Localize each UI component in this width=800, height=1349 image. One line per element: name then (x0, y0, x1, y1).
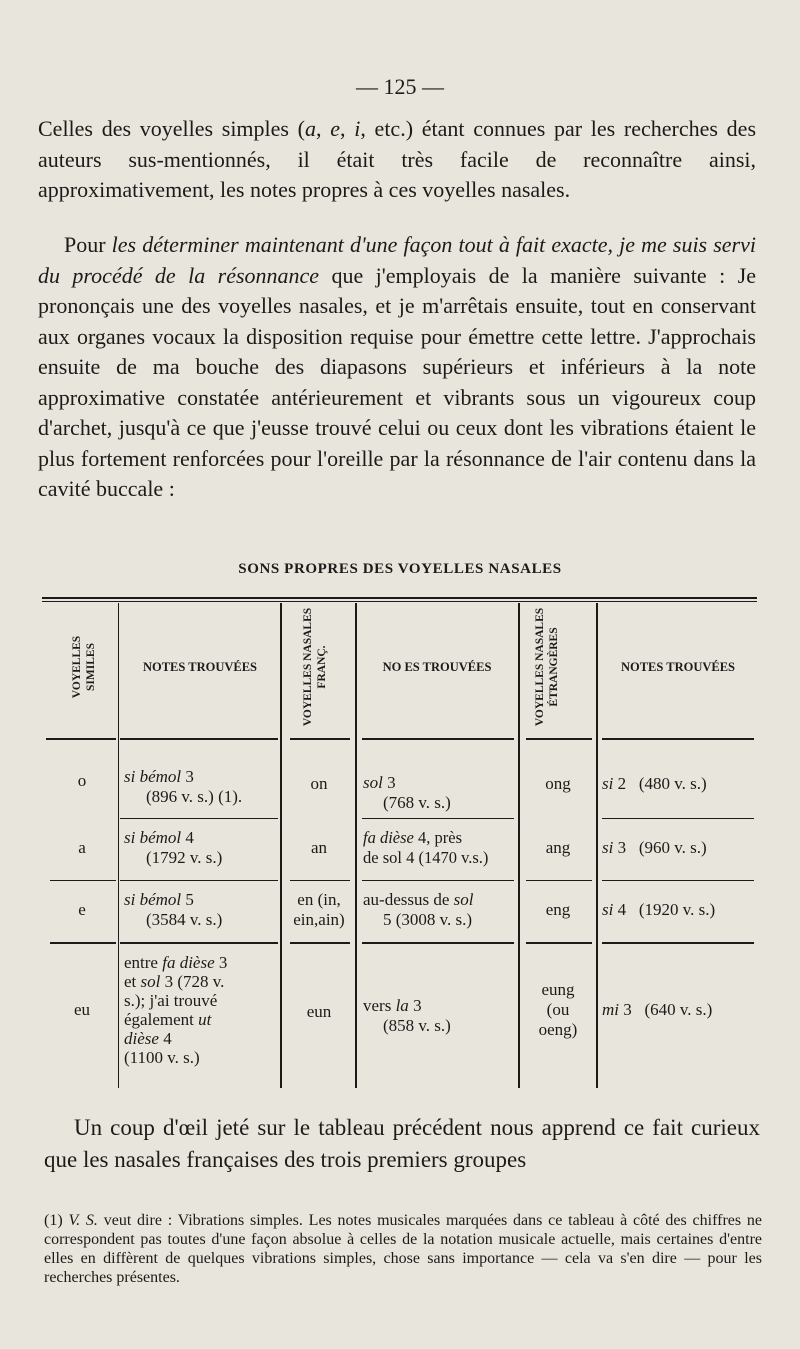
row-rule (362, 942, 514, 944)
paragraph-intro: Celles des voyelles simples (a, e, i, etc.) étant connues par les recherches des auteurs sus-mentionnés, il était très facile de reconnaître ainsi, approximativement, les notes propres à ces voyelles nasales. (38, 116, 757, 202)
cell-nasal-foreign: eng (545, 900, 571, 919)
page-number: — 125 — (356, 74, 444, 99)
cell-nasal-foreign: ong (545, 774, 571, 793)
row-rule (120, 818, 278, 819)
row-rule (362, 880, 514, 881)
table-vline (118, 603, 119, 1088)
cell-note-foreign: si 2 (480 v. s.) (602, 774, 707, 793)
cell-simple-vowel: a (78, 838, 86, 857)
row-rule (120, 880, 278, 881)
header-bottom-rule (602, 738, 754, 740)
cell-note-french: fa dièse 4, près de sol 4 (1470 v.s.) (363, 828, 489, 867)
header-bottom-rule (46, 738, 116, 740)
header-bottom-rule (362, 738, 514, 740)
header-voyelles-nasales-etrangeres: VOYELLES NASALES ÉTRANGÈRES (534, 607, 560, 727)
cell-note-foreign: mi 3 (640 v. s.) (602, 1000, 713, 1019)
cell-nasal-foreign: eung (ou oeng) (538, 980, 578, 1039)
table-vline (355, 603, 357, 1088)
cell-simple-vowel: o (77, 771, 87, 790)
table-top-rule-2 (42, 601, 757, 602)
table-vline (280, 603, 282, 1088)
table-caption: SONS PROPRES DES VOYELLES NASALES (238, 561, 562, 577)
table-top-rule (42, 597, 757, 599)
row-rule (602, 880, 754, 881)
header-notes-trouvees-3: NOTES TROUVÉES (620, 660, 736, 674)
cell-note-french: vers la 3 (858 v. s.) (363, 996, 451, 1035)
header-notes-trouvees-1: NOTES TROUVÉES (142, 660, 258, 674)
cell-note-foreign: si 3 (960 v. s.) (602, 838, 707, 857)
cell-nasal-foreign: ang (545, 838, 571, 857)
cell-simple-vowel: e (78, 900, 86, 919)
row-rule (362, 818, 514, 819)
cell-note-simple: si bémol 5 (3584 v. s.) (124, 890, 223, 929)
cell-nasal-french: an (310, 838, 328, 857)
paragraph-method: Pour les déterminer maintenant d'une façon tout à fait exacte, je me suis servi du procédé de la résonnance que j'employais de la manière suivante : Je prononçais une des voyelles nasales, et je m'arrêtais ensuite, tout en conservant aux organes vocaux la disposition requise pour émettre cette lettre. J'approchais ensuite de ma bouche des diapasons supérieurs et inférieurs à la note approximative constatée antérieurement et vibrants sous un vigoureux coup d'archet, jusqu'à ce que j'eusse trouvé celui ou ceux dont les vibrations étaient le plus fortement renforcées pour l'oreille par la résonnance de l'air contenu dans la cavité buccale : (38, 232, 756, 501)
cell-note-french: au-dessus de sol 5 (3008 v. s.) (363, 890, 474, 929)
header-notes-trouvees-2: NO ES TROUVÉES (382, 660, 492, 674)
cell-note-simple: si bémol 3 (896 v. s.) (1). (124, 767, 243, 806)
row-rule (50, 942, 116, 944)
cell-nasal-french: eun (306, 1002, 332, 1021)
row-rule (120, 942, 278, 944)
cell-note-simple: entre fa dièse 3 et sol 3 (728 v. s.); j'ai trouvé également ut dièse 4 (1100 v. s.) (124, 953, 228, 1067)
row-rule (526, 880, 592, 881)
cell-nasal-french: en (in, ein,ain) (293, 890, 345, 929)
cell-nasal-french: on (310, 774, 328, 793)
row-rule (526, 942, 592, 944)
footnote: (1) V. S. veut dire : Vibrations simples. Les notes musicales marquées dans ce tableau à côté des chiffres ne correspondent pas toutes d'une façon absolue à celles de la notation musicale actuelle, mais certaines d'entre elles en diffèrent de quelques vibrations simples, chose sans importance — cela va s'en dire — pour les recherches présentes. (44, 1212, 762, 1286)
row-rule (290, 880, 350, 881)
header-voyelles-simples: VOYELLES SIMILES (71, 635, 97, 699)
cell-note-simple: si bémol 4 (1792 v. s.) (124, 828, 223, 867)
cell-note-french: sol 3 (768 v. s.) (363, 773, 451, 812)
header-bottom-rule (526, 738, 592, 740)
header-bottom-rule (120, 738, 278, 740)
row-rule (50, 880, 116, 881)
row-rule (602, 942, 754, 944)
cell-note-foreign: si 4 (1920 v. s.) (602, 900, 716, 919)
table-vline (596, 603, 598, 1088)
cell-simple-vowel: eu (73, 1000, 91, 1019)
paragraph-conclusion: Un coup d'œil jeté sur le tableau précédent nous apprend ce fait curieux que les nasales françaises des trois premiers groupes (44, 1115, 760, 1172)
header-voyelles-nasales-franc: VOYELLES NASALES FRANÇ. (302, 607, 328, 727)
row-rule (290, 942, 350, 944)
row-rule (602, 818, 754, 819)
